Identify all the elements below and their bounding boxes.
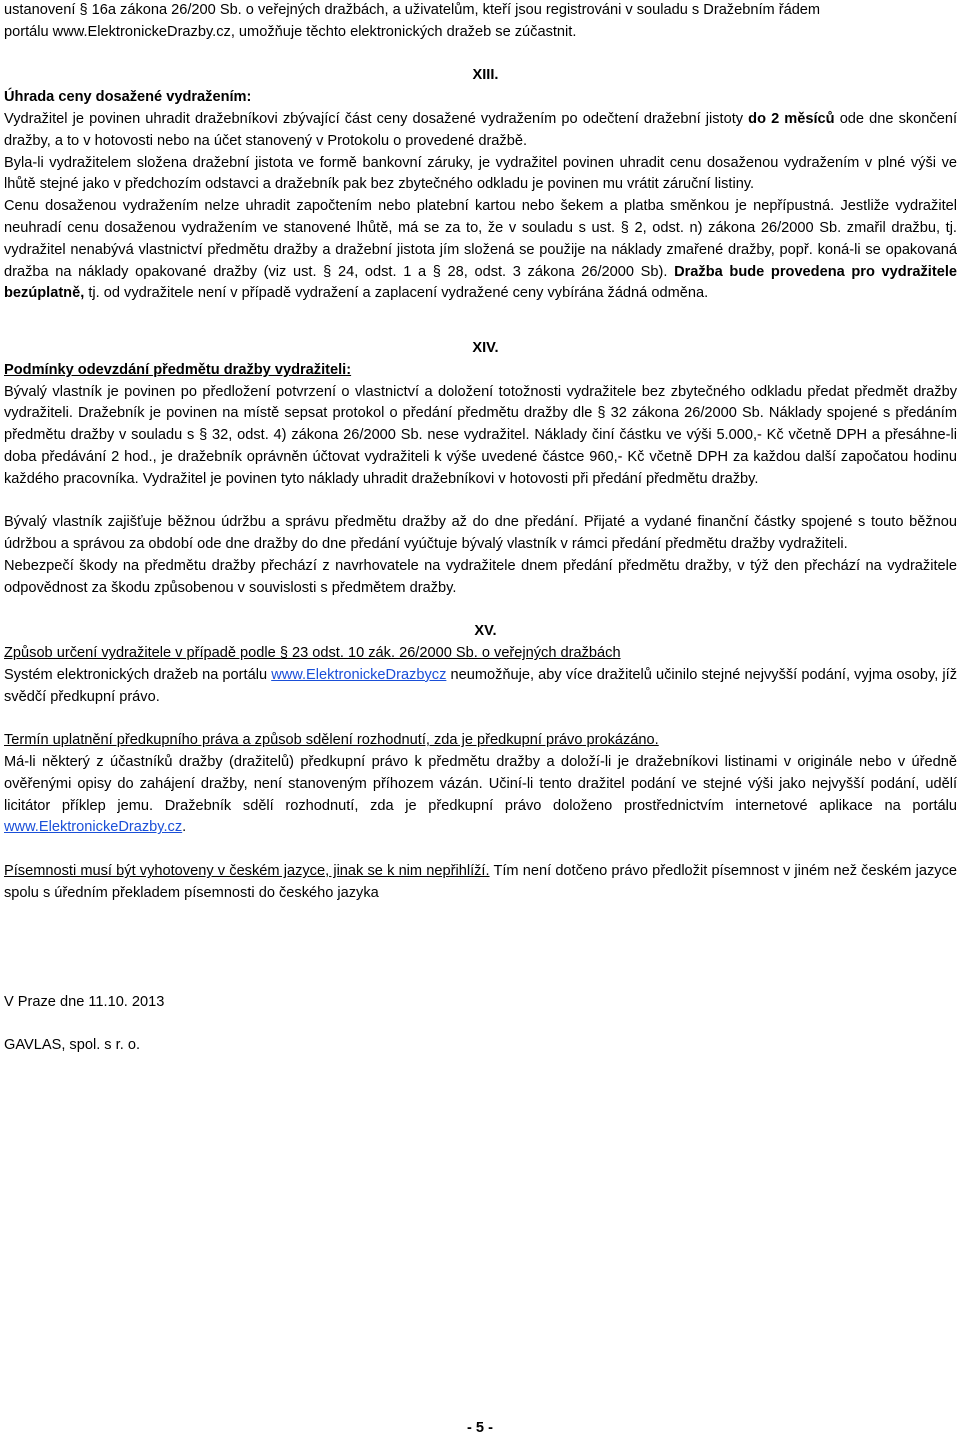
portal-link-2[interactable]: www.ElektronickeDrazby.cz bbox=[4, 819, 183, 836]
portal-link-1[interactable]: www.ElektronickeDrazbycz bbox=[271, 666, 447, 683]
section-15-subtitle: Termín uplatnění předkupního práva a způsob sdělení rozhodnutí, zda je předkupní právo prokázáno. bbox=[4, 732, 659, 749]
section-14-paragraph-2: Bývalý vlastník zajišťuje běžnou údržbu a správu předmětu dražby až do dne předání. Přijaté a vydané finanční částky spojené s touto běžnou údržbou a správou za období ode dne dražby do dne předání vyúčtuje bývalý vlastník v rámci předání předmětu dražby vydražiteli. bbox=[4, 514, 957, 553]
page-number: - 5 - bbox=[467, 1420, 493, 1436]
section-13-p1-text-a: Vydražitel je povinen uhradit dražebníkovi zbývající část ceny dosažené vydražením po odečtení dražební jistoty bbox=[4, 110, 749, 127]
intro-line-1: ustanovení § 16a zákona 26/200 Sb. o veřejných dražbách, a uživatelům, kteří jsou registrováni v souladu s Dražebním řádem bbox=[4, 2, 821, 18]
section-15-p3-text-b: Tím není dotčeno právo předložit písemnost v jiném než českém jazyce spolu s úředním překladem písemnosti do českého jazyka bbox=[4, 863, 957, 901]
section-15-p2-text-a: Má-li některý z účastníků dražby (dražitelů) předkupní právo k předmětu dražby a doloží-li je dražebníkovi listinami v originále nebo v úředně ověřenými opisy do zahájení dražby, není stanoveným příhozem vázán. Učiní-li tento dražitel podání ve stejné výši jako nejvyšší podání, udělí licitátor příklep jemu. Dražebník sdělí rozhodnutí, zda je předkupní právo doloženo prostřednictvím internetové aplikace na portálu bbox=[4, 754, 957, 814]
section-14-paragraph-3: Nebezpečí škody na předmětu dražby přechází z navrhovatele na vydražitele dnem předání předmětu dražby, v týž den přechází na vydražitele odpovědnost za škodu způsobenou v souvislosti s předmětem dražby. bbox=[4, 557, 957, 596]
section-13-paragraph-1 bbox=[4, 109, 957, 153]
section-15-paragraph-3 bbox=[4, 861, 957, 905]
section-13-p3-text-b: tj. od vydražitele není v případě vydražení a zaplacení vydražené ceny vybírána žádná odměna. bbox=[84, 285, 709, 302]
section-13-paragraph-2: Byla-li vydražitelem složena dražební jistota ve formě bankovní záruky, je vydražitel povinen uhradit cenu dosaženou vydražením v plné výši ve lhůtě stejné jako v předchozím odstavci a dražebník pak bez zbytečného odkladu je povinen mu vrátit záruční listiny. bbox=[4, 154, 957, 193]
section-13-p3-free-notice: Dražba bude provedena pro vydražitele bezúplatně, bbox=[4, 263, 957, 302]
place-and-date: V Praze dne 11.10. 2013 bbox=[4, 993, 165, 1010]
section-13-paragraph-3 bbox=[4, 196, 957, 305]
section-14-title: Podmínky odevzdání předmětu dražby vydražiteli: bbox=[4, 361, 352, 378]
section-13-title: Úhrada ceny dosažené vydražením: bbox=[4, 89, 252, 106]
section-13-number: XIII. bbox=[472, 67, 499, 84]
section-13-p3-text-a: Cenu dosaženou vydražením nelze uhradit započtením nebo platební kartou nebo šekem a platba směnkou je nepřípustná. Jestliže vydražitel neuhradí cenu dosaženou vydražením ve stanovené lhůtě, má se za to, že v souladu s ust. § 2, odst. n) zákona 26/2000 Sb. zmařil dražbu, tj. vydražitel nenabývá vlastnictví předmětu dražby a dražební jistota jím složená se použije na náklady zmařené dražby, popř. koná-li se opakovaná dražba na náklady opakované dražby (viz ust. § 24, odst. 1 a § 28, odst. 3 zákona 26/2000 Sb). bbox=[4, 198, 957, 280]
section-13-p1-deadline: do 2 měsíců bbox=[748, 110, 835, 127]
section-15-number: XV. bbox=[474, 623, 497, 640]
section-15-p1-text-b: neumožňuje, aby více dražitelů učinilo stejné nejvyšší podání, vyjma osoby, jíž svědčí předkupní právo. bbox=[4, 666, 958, 705]
section-15-p3-language-rule: Písemnosti musí být vyhotoveny v českém jazyce, jinak se k nim nepřihlíží. bbox=[4, 863, 490, 880]
document-page bbox=[4, 0, 957, 1057]
section-15-paragraph-1 bbox=[4, 665, 957, 709]
section-15-p1-text-a: Systém elektronických dražeb na portálu bbox=[4, 666, 272, 683]
section-15-paragraph-2 bbox=[4, 752, 957, 839]
section-15-title: Způsob určení vydražitele v případě podle § 23 odst. 10 zák. 26/2000 Sb. o veřejných dražbách bbox=[4, 645, 621, 662]
company-name: GAVLAS, spol. s r. o. bbox=[4, 1037, 140, 1054]
section-15-p2-text-b: . bbox=[182, 819, 187, 836]
section-13-p1-text-b: ode dne skončení dražby, a to v hotovosti nebo na účet stanovený v Protokolu o provedené dražbě. bbox=[4, 110, 957, 149]
section-14-paragraph-1: Bývalý vlastník je povinen po předložení potvrzení o vlastnictví a doložení totožnosti vydražitele bez zbytečného odkladu předat předmět dražby vydražiteli. Dražebník je povinen na místě sepsat protokol o předání předmětu dražby dle § 32 zákona 26/2000 Sb. Náklady spojené s předáním předmětu dražby v souladu s § 32, odst. 4) zákona 26/2000 Sb. nese vydražitel. Náklady činí částku ve výši 5.000,- Kč včetně DPH a přesáhne-li doba předávání 2 hod., je dražebník oprávněn účtovat vydražiteli k výše uvedené částce 960,- Kč včetně DPH za každou další započatou hodinu každého pracovníka. Vydražitel je povinen tyto náklady uhradit dražebníkovi v hotovosti při předání předmětu dražby. bbox=[4, 383, 957, 487]
intro-line-2: portálu www.ElektronickeDrazby.cz, umožňuje těchto elektronických dražeb se zúčastnit. bbox=[4, 23, 577, 40]
section-14-number: XIV. bbox=[472, 339, 499, 356]
